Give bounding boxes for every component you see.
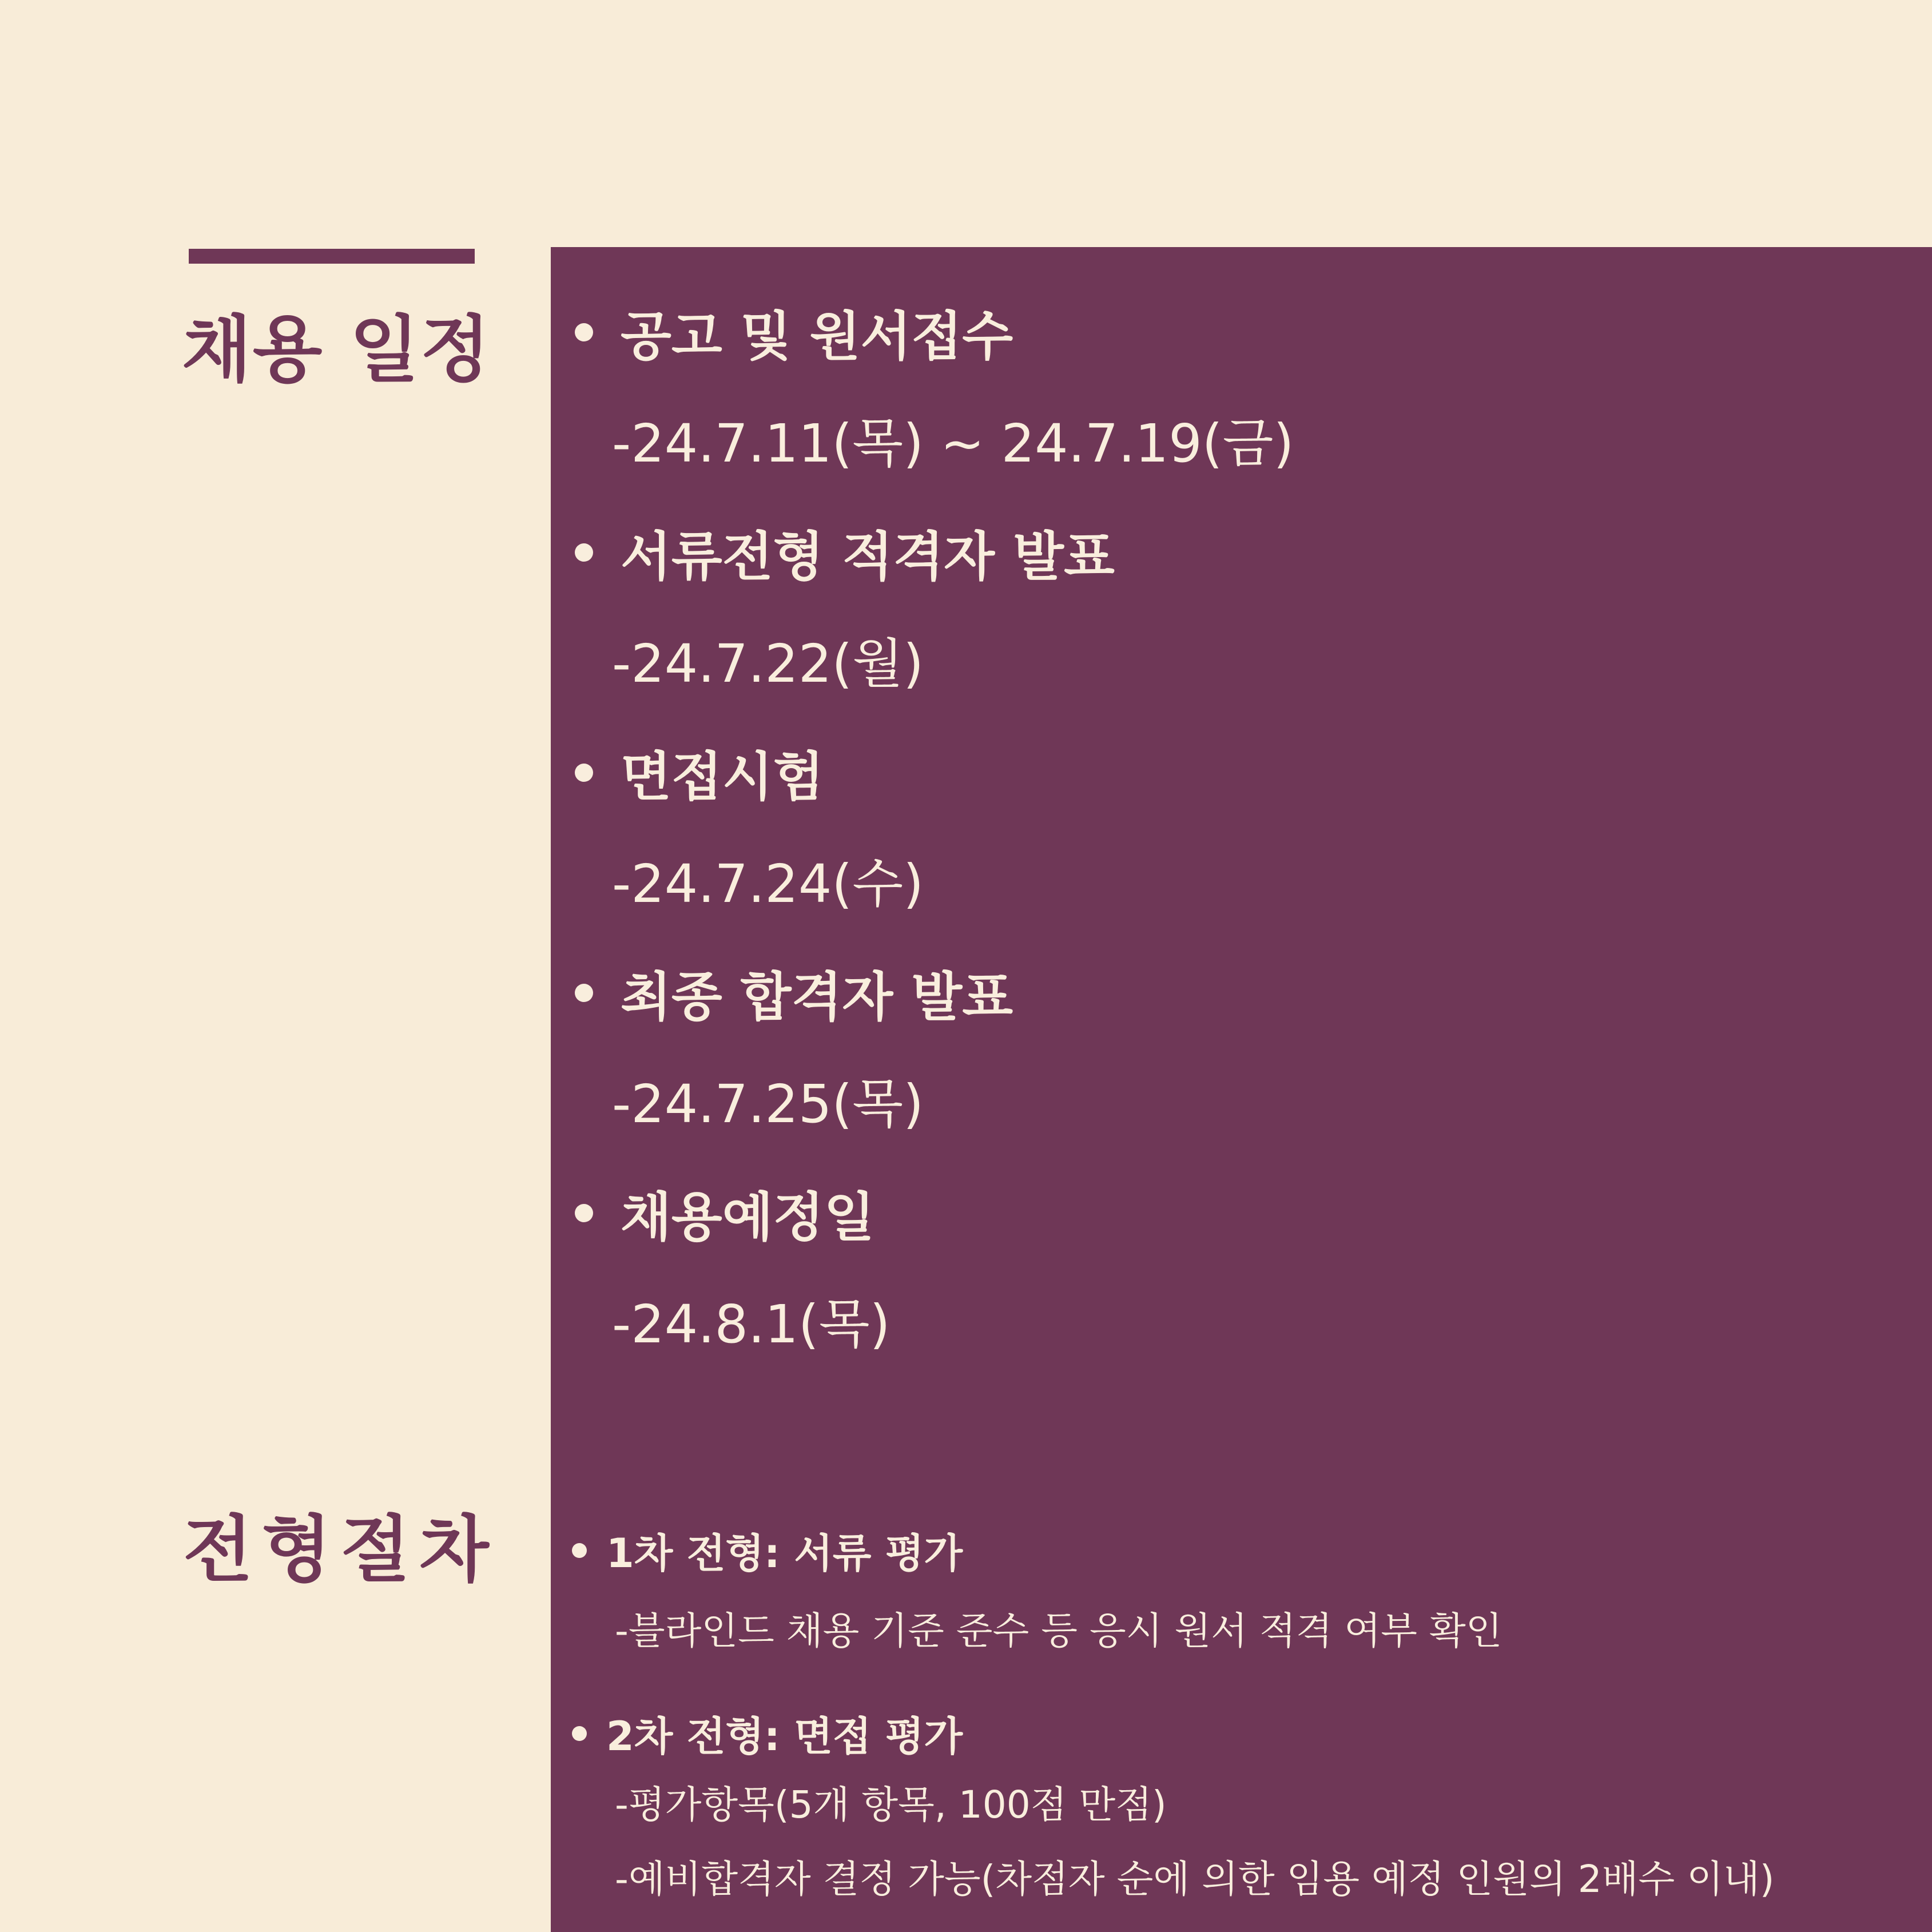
detail-text: -평가항목(5개 항목, 100점 만점) [615,1783,1167,1827]
schedule-item-title: 최종 합격자 발표 [621,967,1013,1028]
date-text: -24.8.1(목) [612,1294,891,1355]
bullet-dot-icon [572,1543,587,1558]
schedule-item-title: 공고 및 원서접수 [621,306,1013,367]
schedule-item-date [612,622,924,697]
schedule-item-title: 면접시험 [621,746,824,808]
bullet-dot-icon [575,1204,593,1222]
date-text: -24.7.24(수) [612,853,924,915]
schedule-item-date [612,1062,924,1138]
process-item-detail [615,1848,1775,1903]
list-item [575,295,1013,370]
schedule-item-date [612,842,924,917]
bullet-dot-icon [575,764,593,782]
bullet-dot-icon [575,323,593,341]
process-item-detail [615,1600,1502,1655]
process-item-title: 1차 전형: 서류 평가 [606,1530,963,1577]
detail-text: -블라인드 채용 기준 준수 등 응시 원서 적격 여부 확인 [615,1609,1502,1653]
date-text: -24.7.11(목) ~ 24.7.19(금) [612,413,1294,474]
date-text: -24.7.25(목) [612,1074,924,1135]
schedule-item-date [612,1282,890,1358]
list-item [575,515,1115,590]
detail-text: -예비합격자 결정 가능(차점자 순에 의한 임용 예정 인원의 2배수 이내) [615,1857,1775,1901]
list-item [575,1175,874,1251]
date-text: -24.7.22(월) [612,633,924,694]
schedule-item-title: 채용예정일 [621,1187,875,1248]
heading-underline-bar [189,249,475,264]
section-heading-schedule: 채용 일정 [182,308,491,392]
schedule-item-date [612,401,1294,477]
bullet-dot-icon [575,543,593,562]
process-item-detail [615,1774,1167,1828]
list-item [572,1704,963,1762]
process-item-title: 2차 전형: 면접 평가 [606,1713,963,1760]
bullet-dot-icon [575,984,593,1002]
list-item [575,735,824,810]
list-item [575,955,1013,1031]
bullet-dot-icon [572,1726,587,1741]
list-item [572,1521,963,1579]
schedule-item-title: 서류전형 적격자 발표 [621,526,1115,587]
section-heading-process: 전형절차 [183,1508,498,1592]
